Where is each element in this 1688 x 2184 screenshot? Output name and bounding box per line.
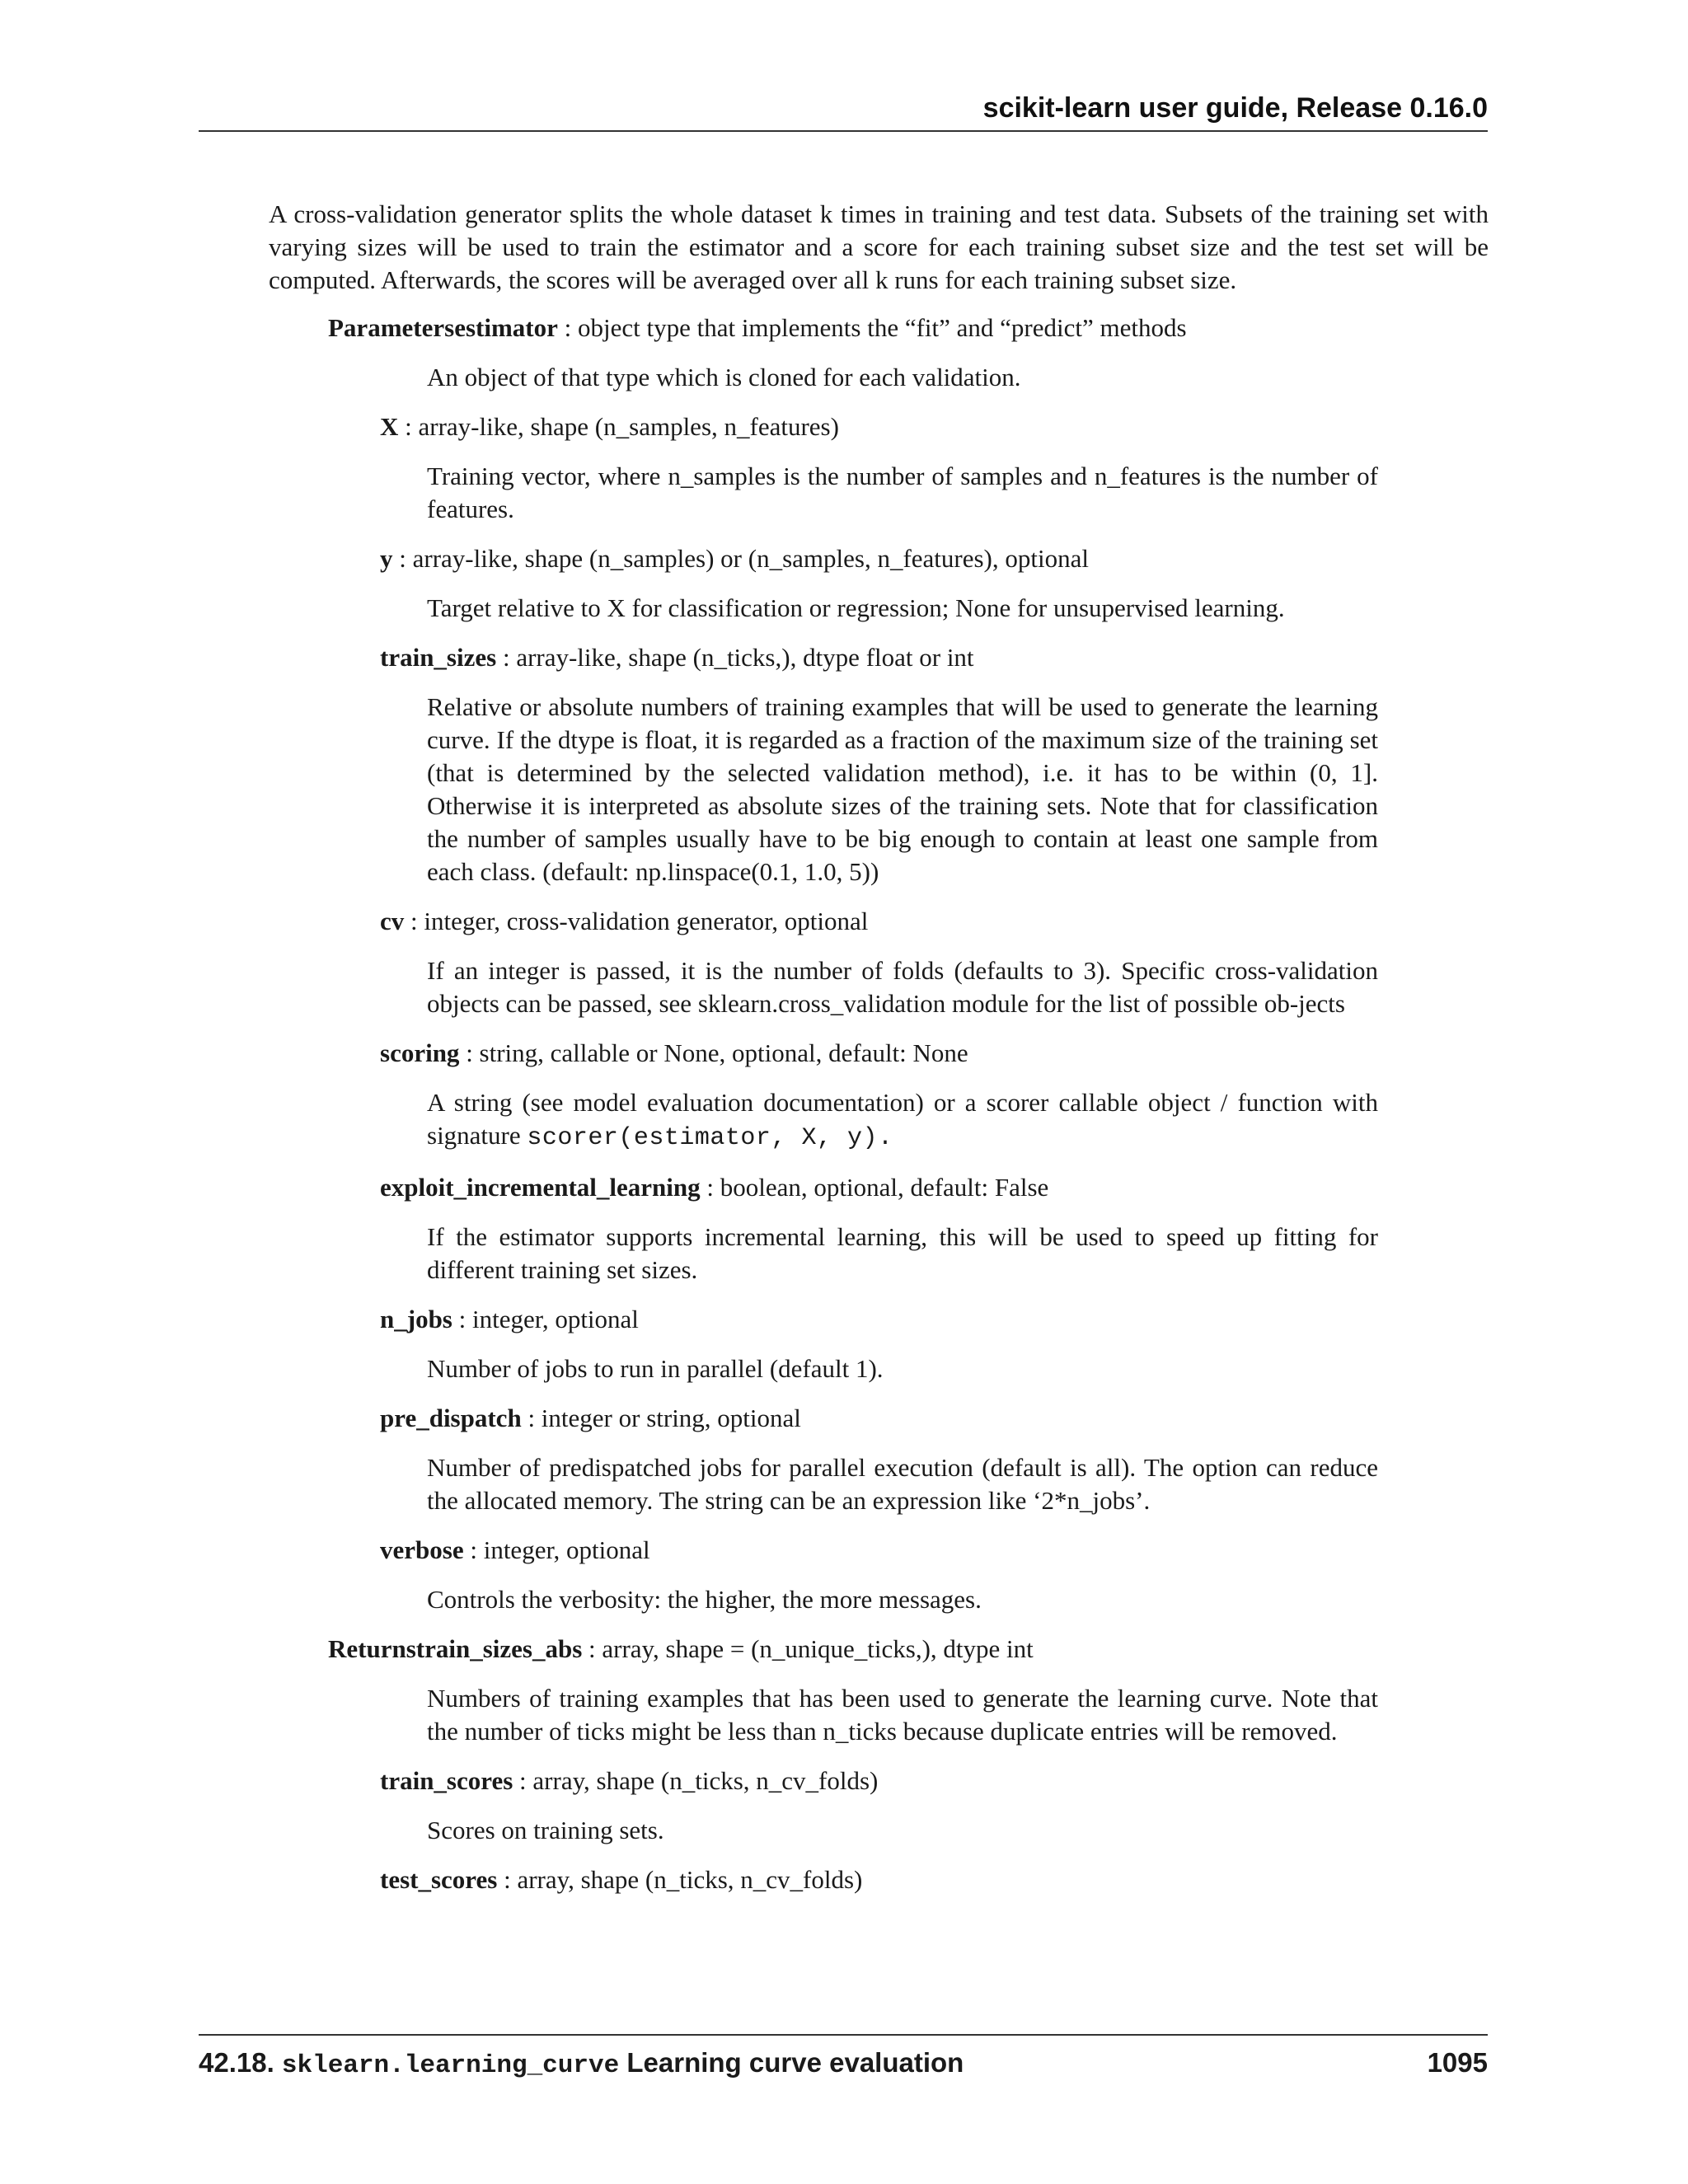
param-estimator xyxy=(269,361,1489,394)
page-footer xyxy=(199,2034,1488,2093)
param-n-jobs xyxy=(269,1303,1489,1385)
return-head-train-scores xyxy=(380,1765,1489,1797)
param-type-exploit-incremental-learning: : boolean, optional, default: False xyxy=(700,1173,1049,1202)
param-name-y: y xyxy=(380,544,393,573)
footer-section-number: 42.18. xyxy=(199,2047,282,2078)
param-name-n-jobs: n_jobs xyxy=(380,1305,452,1333)
param-type-verbose: : integer, optional xyxy=(463,1535,650,1564)
param-type-cv: : integer, cross-validation generator, optional xyxy=(404,907,869,935)
param-type-scoring: : string, callable or None, optional, default: None xyxy=(459,1038,968,1067)
param-name-cv: cv xyxy=(380,907,405,935)
param-head-X xyxy=(380,410,1489,443)
param-X xyxy=(269,410,1489,526)
param-head-scoring xyxy=(380,1037,1489,1070)
parameters-heading xyxy=(328,312,1489,344)
return-name-train-sizes-abs: train_sizes_abs xyxy=(415,1634,583,1663)
return-type-train-scores: : array, shape (n_ticks, n_cv_folds) xyxy=(513,1766,879,1795)
param-scoring xyxy=(269,1037,1489,1155)
param-head-y xyxy=(380,542,1489,575)
return-desc-train-sizes-abs: Numbers of training examples that has been used to generate the learning curve. Note that the number of ticks might be less than n_ticks because duplicate entries will be removed. xyxy=(427,1684,1378,1746)
footer-module-code: sklearn.learning_curve xyxy=(281,2051,620,2080)
param-name-scoring: scoring xyxy=(380,1038,460,1067)
param-train-sizes xyxy=(269,641,1489,888)
param-cv xyxy=(269,905,1489,1020)
param-desc-cv: If an integer is passed, it is the number of folds (defaults to 3). Specific cross-validation objects can be passed, see sklearn.cross_validation module for the list of possible ob-jects xyxy=(427,956,1378,1018)
param-head-n-jobs xyxy=(380,1303,1489,1336)
param-verbose xyxy=(269,1534,1489,1616)
return-type-train-sizes-abs: : array, shape = (n_unique_ticks,), dtype int xyxy=(582,1634,1034,1663)
param-desc-y: Target relative to X for classification or regression; None for unsupervised learning. xyxy=(427,593,1285,622)
return-test-scores xyxy=(269,1863,1489,1896)
param-head-pre-dispatch xyxy=(380,1402,1489,1435)
param-exploit-incremental-learning xyxy=(269,1171,1489,1286)
param-desc-exploit-incremental-learning: If the estimator supports incremental learning, this will be used to speed up fitting for different training set sizes. xyxy=(427,1222,1378,1284)
param-y xyxy=(269,542,1489,625)
param-head-verbose xyxy=(380,1534,1489,1567)
return-desc-train-scores: Scores on training sets. xyxy=(427,1816,664,1844)
param-type-y: : array-like, shape (n_samples) or (n_samples, n_features), optional xyxy=(392,544,1089,573)
param-type-estimator: : object type that implements the “fit” and “predict” methods xyxy=(557,313,1187,342)
param-desc-scoring-code: scorer(estimator, X, y). xyxy=(527,1124,893,1152)
return-type-test-scores: : array, shape (n_ticks, n_cv_folds) xyxy=(497,1865,863,1894)
param-name-estimator: estimator xyxy=(454,313,558,342)
param-desc-scoring xyxy=(427,1086,1378,1155)
footer-title: Learning curve evaluation xyxy=(619,2047,964,2078)
returns-heading xyxy=(328,1633,1489,1666)
return-train-scores xyxy=(269,1765,1489,1847)
param-type-n-jobs: : integer, optional xyxy=(452,1305,639,1333)
footer-section-title xyxy=(199,2047,964,2080)
param-type-pre-dispatch: : integer or string, optional xyxy=(521,1404,801,1432)
main-content xyxy=(269,198,1489,1913)
param-head-cv xyxy=(380,905,1489,938)
param-desc-train-sizes: Relative or absolute numbers of training examples that will be used to generate the learning curve. If the dtype is float, it is regarded as a fraction of the maximum size of the training set (that is determined by the selected validation method), i.e. it has to be within (0, 1]. Otherwise it is interpreted as absolute sizes of the training sets. Note that for classification the number of samples usually have to be big enough to contain at least one sample from each class. (default: np.linspace(0.1, 1.0, 5)) xyxy=(427,692,1378,886)
intro-paragraph: A cross-validation generator splits the whole dataset k times in training and test data. Subsets of the training set with varying sizes will be used to train the estimator and a score for each training subset size and the test set will be computed. Afterwards, the scores will be averaged over all k runs for each training subset size. xyxy=(269,199,1489,294)
return-head-test-scores xyxy=(380,1863,1489,1896)
param-type-train-sizes: : array-like, shape (n_ticks,), dtype float or int xyxy=(496,643,974,672)
param-name-pre-dispatch: pre_dispatch xyxy=(380,1404,522,1432)
param-name-exploit-incremental-learning: exploit_incremental_learning xyxy=(380,1173,701,1202)
param-name-train-sizes: train_sizes xyxy=(380,643,497,672)
param-desc-verbose: Controls the verbosity: the higher, the more messages. xyxy=(427,1585,982,1614)
param-head-train-sizes xyxy=(380,641,1489,674)
param-desc-pre-dispatch: Number of predispatched jobs for parallel execution (default is all). The option can reduce the allocated memory. The string can be an expression like ‘2*n_jobs’. xyxy=(427,1453,1378,1515)
param-type-X: : array-like, shape (n_samples, n_features) xyxy=(398,412,839,441)
parameters-label: Parameters xyxy=(328,313,455,342)
return-name-train-scores: train_scores xyxy=(380,1766,513,1795)
param-name-verbose: verbose xyxy=(380,1535,464,1564)
param-desc-X: Training vector, where n_samples is the number of samples and n_features is the number of features. xyxy=(427,462,1378,523)
return-name-test-scores: test_scores xyxy=(380,1865,498,1894)
param-head-exploit-incremental-learning xyxy=(380,1171,1489,1204)
return-train-sizes-abs xyxy=(269,1682,1489,1748)
page-number: 1095 xyxy=(1427,2047,1488,2078)
param-desc-scoring-text: A string (see model evaluation documentation) or a scorer callable object / function with signature xyxy=(427,1088,1378,1150)
page-header xyxy=(199,89,1488,132)
param-name-X: X xyxy=(380,412,399,441)
header-title: scikit-learn user guide, Release 0.16.0 xyxy=(982,92,1488,124)
param-pre-dispatch xyxy=(269,1402,1489,1517)
param-desc-estimator: An object of that type which is cloned for each validation. xyxy=(427,363,1021,391)
returns-label: Returns xyxy=(328,1634,416,1663)
param-desc-n-jobs: Number of jobs to run in parallel (default 1). xyxy=(427,1354,884,1383)
